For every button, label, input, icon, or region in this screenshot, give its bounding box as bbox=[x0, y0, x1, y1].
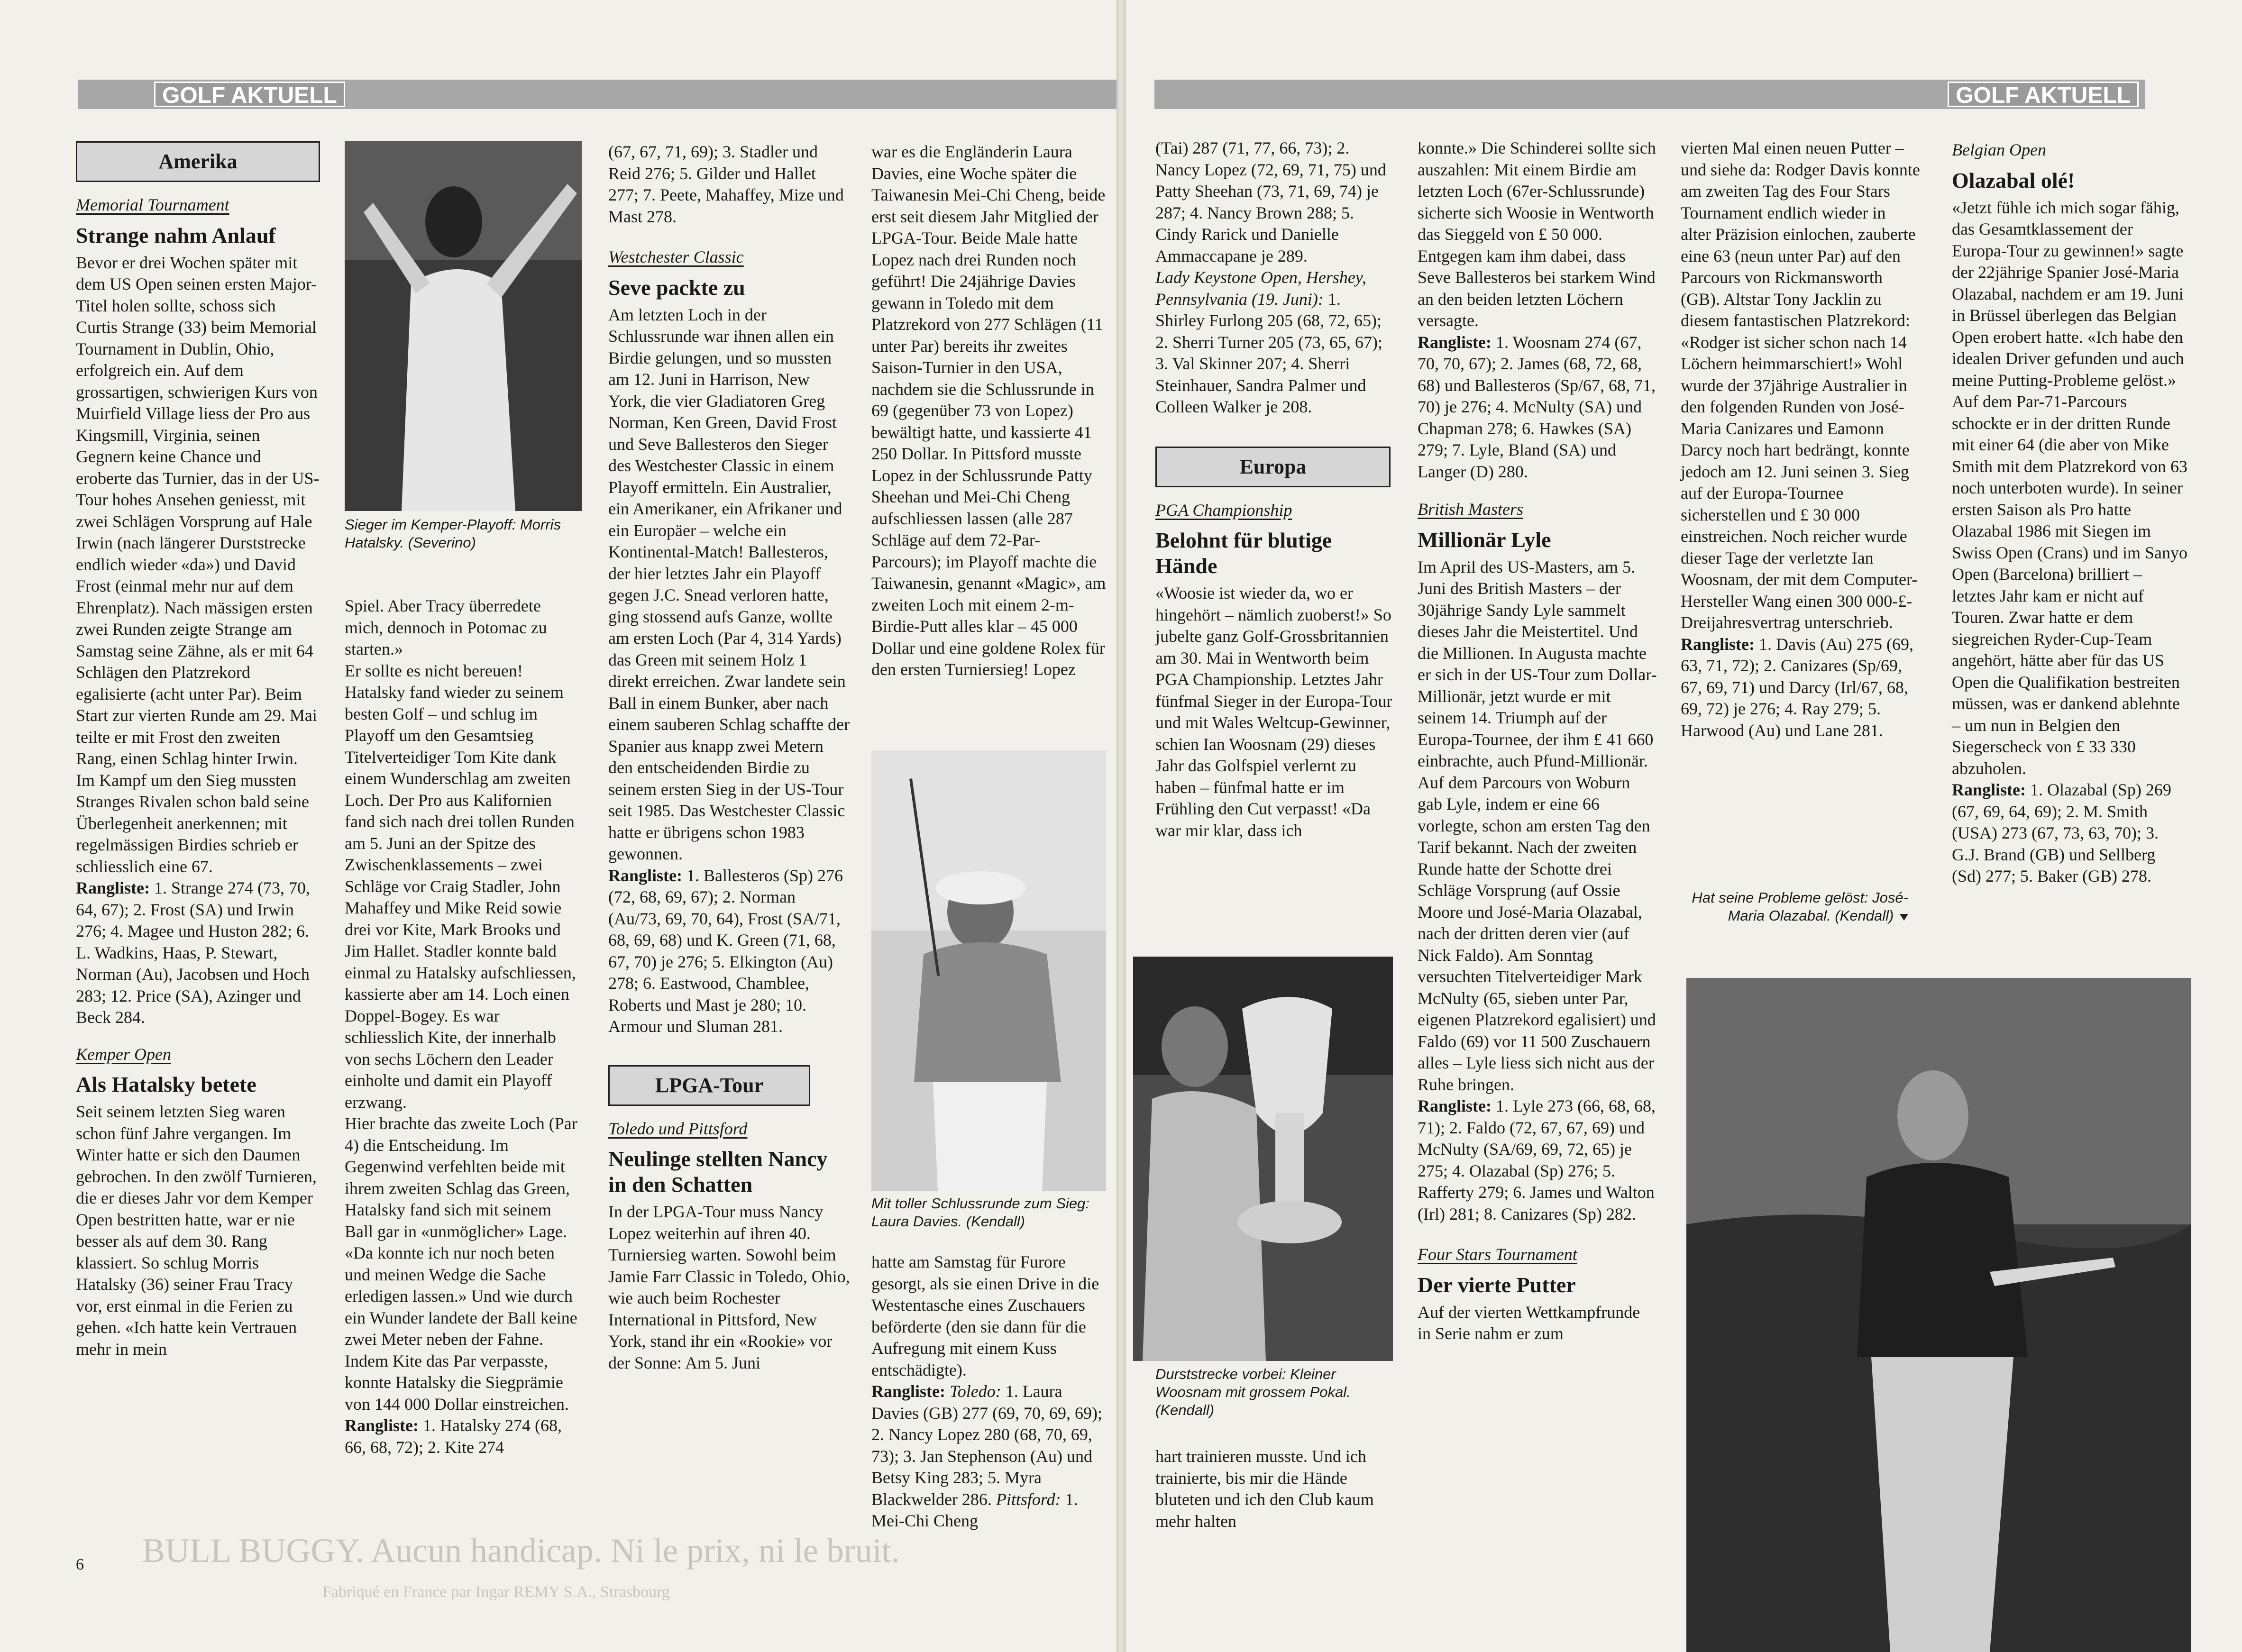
body-fourstars: Auf der vierten Wettkampfrunde in Serie nahm er zum bbox=[1418, 1302, 1640, 1343]
right-page bbox=[1126, 0, 2242, 1652]
right-column-4 bbox=[1952, 137, 2189, 887]
lady-keystone: Lady Keystone Open, Hershey, Pennsylvania (19. Juni): 1. Shirley Furlong 205 (68, 72, 65); 2. Sherri Turner 205 (73, 65, 67); 3. Val Skinner 207; 4. Sherri Steinhauer, Sandra Palmer und Colleen Walker je 208. bbox=[1155, 268, 1382, 416]
headline-memorial: Strange nahm Anlauf bbox=[76, 223, 276, 247]
body-pga: «Woosie ist wieder da, wo er hingehört – nämlich zuoberst!» So jubelte ganz Golf-Grossbritannien am 30. Mai in Wentworth beim PGA Championship. Letztes Jahr fünfmal Sieger in der Europa-Tour und mit Wales Weltcup-Gewinner, schien Ian Woosnam (29) dieses Jahr das Golfspiel verlernt zu haben – fünfmal hatte er im Frühling den Cut verpasst! «Da war mir klar, dass ich bbox=[1155, 584, 1392, 840]
kicker-memorial: Memorial Tournament bbox=[76, 195, 229, 214]
right-column-2 bbox=[1418, 137, 1657, 1345]
ranking-pga: Rangliste: 1. Woosnam 274 (67, 70, 70, 67); 2. James (68, 72, 68, 68) und Ballesteros (Sp/67, 68, 71, 70) je 276; 4. McNulty (SA) und Chapman 278; 6. Hawkes (SA) 279; 7. Lyle, Bland (SA) und Langer (D) 280. bbox=[1418, 332, 1656, 481]
ranking-fourstars: Rangliste: 1. Davis (Au) 275 (69, 63, 71, 72); 2. Canizares (Sp/69, 67, 69, 71) und Darcy (Irl/67, 68, 69, 72) je 276; 4. Ray 279; 5. Harwood (Au) und Lane 281. bbox=[1681, 634, 1913, 740]
golfer-swing-photo bbox=[345, 141, 582, 511]
lpga-results-cont: (Tai) 287 (71, 77, 66, 73); 2. Nancy Lopez (72, 69, 71, 75) und Patty Sheehan (73, 71, 69, 74) je 287; 4. Nancy Brown 288; 5. Cindy Rarick und Danielle Ammaccapane je 289. bbox=[1155, 138, 1386, 265]
right-column-3 bbox=[1681, 137, 1920, 741]
right-column-1-bottom bbox=[1155, 1446, 1392, 1532]
kicker-kemper: Kemper Open bbox=[76, 1044, 171, 1064]
kicker-fourstars: Four Stars Tournament bbox=[1418, 1245, 1577, 1264]
section-lpga: LPGA-Tour bbox=[608, 1065, 810, 1106]
body-belgian: «Jetzt fühle ich mich sogar fähig, das Gesamtklassement der Europa-Tour zu gewinnen!» sagte der 22jährige Spanier José-Maria Olazabal, nachdem er am 19. Juni in Brüssel überlegen das Belgian Open erobert hatte. «Ich habe den idealen Driver gefunden und auch meine Putting-Probleme gelöst.» Auf dem Par-71-Parcours schockte er in der dritten Runde mit einer 64 (die aber von Mike Smith mit dem Platzrekord von 63 noch unterboten wurde). In seiner ersten Saison als Pro hatte Olazabal 1986 mit Siegen im Swiss Open (Crans) und im Sanyo Open (Barcelona) brilliert – letztes Jahr kam er nicht auf Touren. Zwar hatte er dem siegreichen Ryder-Cup-Team angehört, hätte aber für das US Open die Qualifikation bestreiten müssen, was er dankend ablehnte – um nun in Belgien den Siegerscheck von £ 33 330 abzuholen. bbox=[1952, 198, 2187, 778]
ranking-british: Rangliste: 1. Lyle 273 (66, 68, 68, 71); 2. Faldo (72, 67, 67, 69) und McNulty (SA/69, 69, 72, 65) je 275; 4. Olazabal (Sp) 276; 5. Rafferty 279; 6. James und Walton (Irl) 281; 8. Canizares (Sp) 282. bbox=[1418, 1096, 1656, 1223]
header-band-left bbox=[78, 80, 1116, 109]
headline-kemper: Als Hatalsky betete bbox=[76, 1072, 256, 1096]
kicker-belgian: Belgian Open bbox=[1952, 140, 2046, 159]
ranking-kemper: Rangliste: 1. Hatalsky 274 (68, 66, 68, 72); 2. Kite 274 bbox=[345, 1416, 562, 1457]
olazabal-photo bbox=[1686, 978, 2191, 1652]
headline-fourstars: Der vierte Putter bbox=[1418, 1272, 1576, 1297]
body-british-2: Auf dem Parcours von Woburn gab Lyle, indem er eine 66 vorlegte, schon am ersten Tag den Tarif bekannt. Nach der zweiten Runde hatte der Schotte drei Schläge Vorsprung (auf Ossie Moore und José-Maria Olazabal, nach der dritten deren vier (auf Nick Faldo). Am Sonntag versuchten Titelverteidiger Mark McNulty (65, sieben unter Par, eigenen Platzrekord egalisiert) und Faldo (69) vor 11 500 Zuschauern alles – Lyle liess sich nicht aus der Ruhe bringen. bbox=[1418, 773, 1656, 1094]
kicker-westchester: Westchester Classic bbox=[608, 247, 744, 266]
ranking-belgian: Rangliste: 1. Olazabal (Sp) 269 (67, 69, 64, 69); 2. M. Smith (USA) 273 (67, 73, 63, 70); 3. G.J. Brand (GB) und Sellberg (Sd) 277; 5. Baker (GB) 278. bbox=[1952, 780, 2171, 885]
photo-hatalsky bbox=[345, 141, 582, 511]
body-pga-cont: konnte.» Die Schinderei sollte sich auszahlen: Mit einem Birdie am letzten Loch (67er-Schlussrunde) sicherte sich Woosie in Wentworth das Sieggeld von £ 50 000. Entgegen kam ihm dabei, dass Seve Ballesteros bei starkem Wind an den beiden letzten Löchern versagte. bbox=[1418, 138, 1656, 330]
body-kemper-2: Spiel. Aber Tracy überredete mich, dennoch in Potomac zu starten.» bbox=[345, 596, 547, 658]
spine-gutter bbox=[1116, 0, 1126, 1652]
body-kemper-4: Hier brachte das zweite Loch (Par 4) die Entscheidung. Im Gegenwind verfehlten beide mit ihrem zweiten Schlag das Green, Hatalsky fand sich mit seinem Ball gar in «unmöglicher» Lage. «Da konnte ich nur noch beten und meinen Wedge die Sache erledigen lassen.» Und wie durch ein Wunder landete der Ball keine zwei Meter neben der Fahne. Indem Kite das Par verpasste, konnte Hatalsky die Siegprämie von 144 000 Dollar einstreichen. bbox=[345, 1114, 577, 1414]
body-memorial: Bevor er drei Wochen später mit dem US Open seinen ersten Major-Titel holen sollte, schoss sich Curtis Strange (33) beim Memorial Tournament in Dublin, Ohio, erfolgreich ein. Auf dem grossartigen, schwierigen Kurs von Muirfield Village liess der Pro aus Kingsmill, Virginia, seinen Gegnern keine Chance und eroberte das Turnier, das in der US-Tour hohes Ansehen geniesst, mit zwei Schlägen Vorsprung auf Hale Irwin (nach längerer Durststrecke endlich wieder «da») und David Frost (einmal mehr nur auf dem Ehrenplatz). Nach mässigen ersten zwei Runden zeigte Strange am Samstag seine Zähne, als er mit 64 Schlägen den Platzrekord egalisierte (acht unter Par). Beim Start zur vierten Runde am 29. Mai teilte er mit Frost den zweiten Rang, einen Schlag hinter Irwin. Im Kampf um den Sieg mussten Stranges Rivalen schon bald seine Überlegenheit anerkennen; mit regelmässigen Birdies schrieb er schliesslich eine 67. bbox=[76, 253, 320, 876]
body-pga-2: hart trainieren musste. Und ich trainierte, bis mir die Hände bluteten und ich den Club kaum mehr halten bbox=[1155, 1447, 1374, 1531]
golfer-davies-photo bbox=[871, 750, 1106, 1191]
body-kemper-1: Seit seinem letzten Sieg waren schon fünf Jahre vergangen. Im Winter hatte er sich den Daumen gebrochen. In den zwölf Turnieren, die er dieses Jahr vor dem Kemper Open bestritten hatte, war er nie besser als auf dem 30. Rang klassiert. So schlug Morris Hatalsky (36) seiner Frau Tracy vor, erst einmal in die Ferien zu gehen. «Ich hatte kein Vertrauen mehr in mein bbox=[76, 1102, 317, 1359]
headline-lpga: Neulinge stellten Nancy in den Schatten bbox=[608, 1147, 828, 1196]
body-lpga-cont: war es die Engländerin Laura Davies, eine Woche später die Taiwanesin Mei-Chi Cheng, beide erst seit diesem Jahr Mitglied der LPGA-Tour. Beide Male hatte Lopez nach drei Runden noch geführt! Die 24jährige Davies gewann in Toledo mit dem Platzrekord von 277 Schlägen (11 unter Par) bereits ihr zweites Saison-Turnier in den USA, nachdem sie die Schlussrunde in 69 (gegenüber 73 von Lopez) bewältigt hatte, und kassierte 41 250 Dollar. In Pittsford musste Lopez in der Schlussrunde Patty Sheehan und Mei-Chi Cheng aufschliessen lassen (alle 287 Schläge auf dem 72-Par-Parcours); im Playoff machte die Taiwanesin, genannt «Magic», am zweiten Loch mit einem 2-m-Birdie-Putt alles klar – 45 000 Dollar und eine goldene Rolex für den ersten Turniersieg! Lopez bbox=[871, 142, 1106, 679]
caption-pointer-icon bbox=[1900, 914, 1908, 921]
show-through-text: BULL BUGGY. Aucun handicap. Ni le prix, ni le bruit. bbox=[142, 1532, 900, 1570]
headline-pga: Belohnt für blutige Hände bbox=[1155, 528, 1332, 578]
left-page bbox=[0, 0, 1116, 1652]
headline-british: Millionär Lyle bbox=[1418, 527, 1551, 552]
headline-belgian: Olazabal olé! bbox=[1952, 168, 2075, 192]
kicker-pga: PGA Championship bbox=[1155, 500, 1292, 520]
section-europa: Europa bbox=[1155, 447, 1391, 487]
section-label-left: GOLF AKTUELL bbox=[154, 82, 345, 107]
photo-davies bbox=[871, 750, 1106, 1191]
photo-olazabal bbox=[1686, 978, 2191, 1652]
trophy-photo bbox=[1133, 957, 1393, 1361]
right-column-1 bbox=[1155, 137, 1392, 841]
body-lpga: In der LPGA-Tour muss Nancy Lopez weiterhin auf ihren 40. Turniersieg warten. Sowohl beim Jamie Farr Classic in Toledo, Ohio, wie auch beim Rochester International in Pittsford, New York, stand ihr ein «Rookie» vor der Sonne: Am 5. Juni bbox=[608, 1202, 850, 1372]
kicker-lpga: Toledo und Pittsford bbox=[608, 1119, 748, 1138]
body-kemper-3: Er sollte es nicht bereuen! Hatalsky fand wieder zu seinem besten Golf – und schlug im Playoff um den Gesamtsieg Titelverteidiger Tom Kite dank einem Wunderschlag am zweiten Loch. Der Pro aus Kalifornien fand sich nach drei tollen Runden am 5. Juni an der Spitze des Zwischenklassements – zwei Schläge vor Craig Stadler, John Mahaffey und Mike Reid sowie drei vor Kite, Mark Brooks und Jim Hallet. Stadler konnte bald einmal zu Hatalsky aufschliessen, kassierte aber am 14. Loch einen Doppel-Bogey. Es war schliesslich Kite, der innerhalb von sechs Löchern den Leader einholte und damit ein Playoff erzwang. bbox=[345, 661, 576, 1112]
kicker-british: British Masters bbox=[1418, 500, 1524, 519]
section-amerika: Amerika bbox=[76, 141, 320, 182]
body-lpga-cont2: hatte am Samstag für Furore gesorgt, als sie einen Drive in die Westentasche eines Zuschauers beförderte (den sie dann für die Aufregung mit einem Kuss entschädigte). bbox=[871, 1252, 1099, 1379]
column-4 bbox=[871, 141, 1108, 681]
caption-davies: Mit toller Schlussrunde zum Sieg: Laura Davies. (Kendall) bbox=[871, 1195, 1090, 1230]
column-4-bottom bbox=[871, 1251, 1108, 1532]
body-westchester: Am letzten Loch in der Schlussrunde war ihnen allen ein Birdie gelungen, und so mussten am 12. Juni in Harrison, New York, die vier Gladiatoren Greg Norman, Ken Green, David Frost und Seve Ballesteros den Sieger des Westchester Classic in einem Playoff ermitteln. Ein Australier, ein Amerikaner, ein Afrikaner und ein Europäer – welche ein Kontinental-Match! Ballesteros, der hier letztes Jahr ein Playoff gegen J.C. Snead verloren hatte, ging stossend aufs Ganze, wollte am ersten Loch (Par 4, 314 Yards) das Green mit seinem Holz 1 direkt erreichen. Zwar landete sein Ball in einem Bunker, aber nach einem sauberen Schlag schaffte der Spanier aus knapp zwei Metern den entscheidenden Birdie zu seinem ersten Sieg in der US-Tour seit 1985. Das Westchester Classic hatte er übrigens schon 1983 gewonnen. bbox=[608, 305, 850, 863]
header-band-right bbox=[1154, 80, 2145, 109]
ranking-lpga: Rangliste: Toledo: 1. Laura Davies (GB) 277 (69, 70, 69, 69); 2. Nancy Lopez 280 (68, 70, 69, 73); 3. Jan Stephenson (Au) und Betsy King 283; 5. Myra Blackwelder 286. Pittsford: 1. Mei-Chi Cheng bbox=[871, 1382, 1102, 1530]
page-number: 6 bbox=[76, 1556, 84, 1573]
ranking-memorial: Rangliste: 1. Strange 274 (73, 70, 64, 67); 2. Frost (SA) und Irwin 276; 4. Magee und Huston 282; 6. L. Wadkins, Haas, P. Stewart, Norman (Au), Jacobsen und Hoch 283; 12. Price (SA), Azinger und Beck 284. bbox=[76, 878, 310, 1027]
photo-woosnam bbox=[1133, 957, 1393, 1361]
ranking-westchester: Rangliste: 1. Ballesteros (Sp) 276 (72, 68, 69, 67); 2. Norman (Au/73, 69, 70, 64), Frost (SA/71, 68, 69, 68) und K. Green (71, 68, 67, 70) je 276; 5. Elkington (Au) 278; 6. Eastwood, Chamblee, Roberts und Mast je 280; 10. Armour und Sluman 281. bbox=[608, 866, 843, 1036]
column-3 bbox=[608, 141, 850, 1374]
caption-hatalsky: Sieger im Kemper-Playoff: Morris Hatalsky. (Severino) bbox=[345, 516, 561, 551]
show-through-small: Fabriqué en France par Ingar REMY S.A., Strasbourg bbox=[322, 1583, 670, 1601]
column-1 bbox=[76, 141, 320, 1360]
caption-olazabal: Hat seine Probleme gelöst: José-Maria Olazabal. (Kendall) bbox=[1692, 889, 1908, 924]
column-2 bbox=[345, 595, 582, 1458]
body-british: Im April des US-Masters, am 5. Juni des British Masters – der 30jährige Sandy Lyle sammelt dieses Jahr die Meistertitel. Und die Millionen. In Augusta machte er sich in der US-Tour zum Dollar-Millionär, jetzt wurde er mit seinem 14. Triumph auf der Europa-Tournee, der ihm £ 41 660 einbrachte, auch Pfund-Millionär. bbox=[1418, 557, 1657, 770]
headline-westchester: Seve packte zu bbox=[608, 275, 745, 300]
caption-woosnam: Durststrecke vorbei: Kleiner Woosnam mit grossem Pokal. (Kendall) bbox=[1155, 1366, 1351, 1418]
ranking-kemper-cont: (67, 67, 71, 69); 3. Stadler und Reid 276; 5. Gilder und Hallet 277; 7. Peete, Mahaffey, Mize und Mast 278. bbox=[608, 142, 844, 226]
section-label-right: GOLF AKTUELL bbox=[1948, 82, 2139, 107]
body-fourstars-cont: vierten Mal einen neuen Putter – und siehe da: Rodger Davis konnte am zweiten Tag des Four Stars Tournament endlich wieder in alter Präzision einlochen, zauberte eine 63 (neun unter Par) auf den Parcours von Rickmansworth (GB). Altstar Tony Jacklin zu diesem fantastischen Platzrekord: «Rodger ist sicher schon nach 14 Löchern heimmarschiert!» Wohl wurde der 37jährige Australier in den folgenden Runden von José-Maria Canizares und Eamonn Darcy noch hart bedrängt, konnte jedoch am 12. Juni seinen 3. Sieg auf der Europa-Tournee sicherstellen und £ 30 000 einstreichen. Noch reicher wurde dieser Tage der verletzte Ian Woosnam, der mit dem Computer-Hersteller Wang einen 300 000-£-Dreijahresvertrag unterschrieb. bbox=[1681, 138, 1920, 632]
